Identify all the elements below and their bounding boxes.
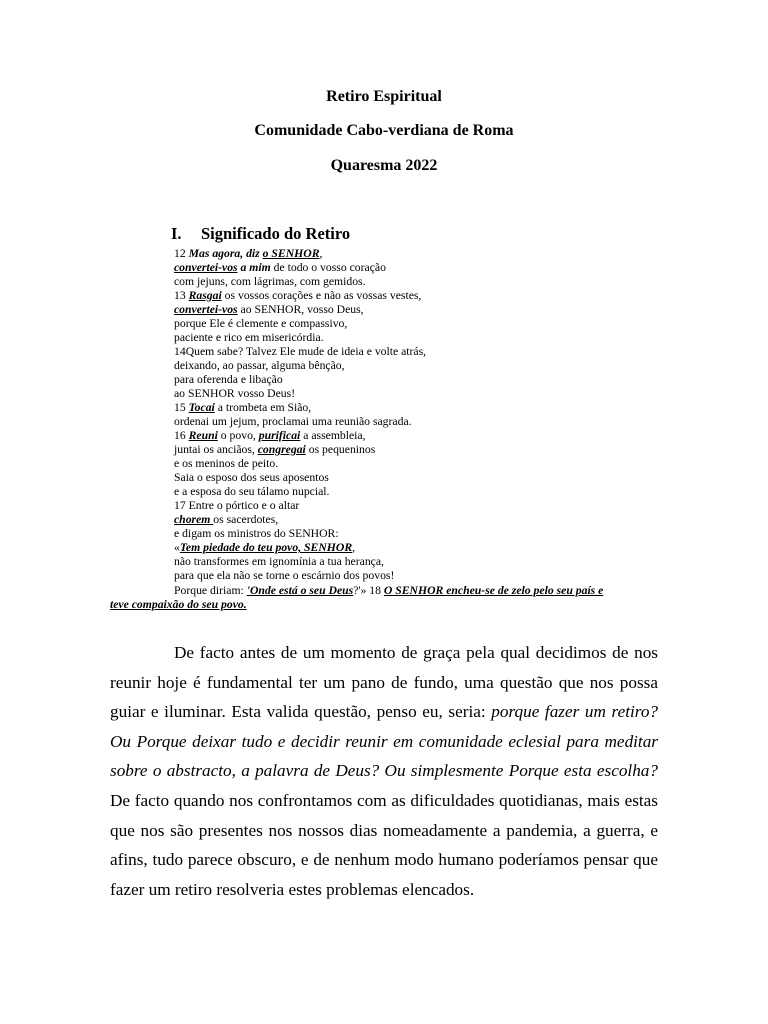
section-number: I. [171, 224, 182, 243]
scripture-line: convertei-vos a mim de todo o vosso coração [174, 261, 386, 274]
scripture-line: teve compaixão do seu povo. [110, 598, 247, 611]
body-paragraph [110, 638, 658, 904]
scripture-passage [174, 247, 674, 583]
scripture-passage-end [110, 584, 670, 612]
scripture-line: com jejuns, com lágrimas, com gemidos. [174, 275, 366, 288]
body-rest: De facto quando nos confrontamos com as dificuldades quotidianas, mais estas que nos são presentes nos nossos dias nomeadamente a pandemia, a guerra, e afins, tudo parece obscuro, e de nenhum modo humano poderíamos pensar que fazer um retiro resolveria estes problemas elencados. [110, 790, 658, 899]
scripture-line: 12 Mas agora, diz o SENHOR, [174, 247, 323, 260]
scripture-line: deixando, ao passar, alguma bênção, [174, 359, 345, 372]
scripture-line: ao SENHOR vosso Deus! [174, 387, 296, 400]
scripture-line: juntai os anciãos, congregai os pequeninos [174, 443, 376, 456]
period-heading: Quaresma 2022 [330, 157, 438, 174]
scripture-line: Porque diriam: 'Onde está o seu Deus?'» 18 O SENHOR encheu-se de zelo pelo seu país e [174, 584, 604, 597]
community-heading: Comunidade Cabo-verdiana de Roma [254, 122, 514, 139]
scripture-line: convertei-vos ao SENHOR, vosso Deus, [174, 303, 364, 316]
scripture-line: não transformes em ignomínia a tua herança, [174, 555, 384, 568]
document-title: Retiro Espiritual [326, 88, 442, 105]
scripture-line: 15 Tocai a trombeta em Sião, [174, 401, 312, 414]
scripture-line: e os meninos de peito. [174, 457, 279, 470]
scripture-line: e digam os ministros do SENHOR: [174, 527, 339, 540]
scripture-line: paciente e rico em misericórdia. [174, 331, 324, 344]
scripture-line: 13 Rasgai os vossos corações e não as vossas vestes, [174, 289, 422, 302]
scripture-line: Saia o esposo dos seus aposentos [174, 471, 329, 484]
scripture-line: para que ela não se torne o escárnio dos povos! [174, 569, 395, 582]
section-title: Significado do Retiro [201, 224, 351, 243]
scripture-line: 14Quem sabe? Talvez Ele mude de ideia e volte atrás, [174, 345, 427, 358]
scripture-line: e a esposa do seu tálamo nupcial. [174, 485, 330, 498]
scripture-line: «Tem piedade do teu povo, SENHOR, [174, 541, 356, 554]
scripture-line: chorem os sacerdotes, [174, 513, 279, 526]
body-intro: De facto antes de um momento de graça pela qual decidimos de nos reunir hoje é fundamental ter um pano de fundo, uma questão que nos possa guiar e iluminar. Esta valida questão, penso eu, seria: [110, 643, 658, 722]
scripture-line: 17 Entre o pórtico e o altar [174, 499, 300, 512]
scripture-line: para oferenda e libação [174, 373, 283, 386]
body-question: porque fazer um retiro? Ou Porque deixar tudo e decidir reunir em comunidade eclesial para meditar sobre o abstracto, a palavra de Deus? Ou simplesmente Porque esta escolha? [110, 702, 659, 781]
section-heading [171, 224, 350, 244]
scripture-line: ordenai um jejum, proclamai uma reunião sagrada. [174, 415, 412, 428]
scripture-line: porque Ele é clemente e compassivo, [174, 317, 348, 330]
scripture-line: 16 Reuni o povo, purificai a assembleia, [174, 429, 366, 442]
